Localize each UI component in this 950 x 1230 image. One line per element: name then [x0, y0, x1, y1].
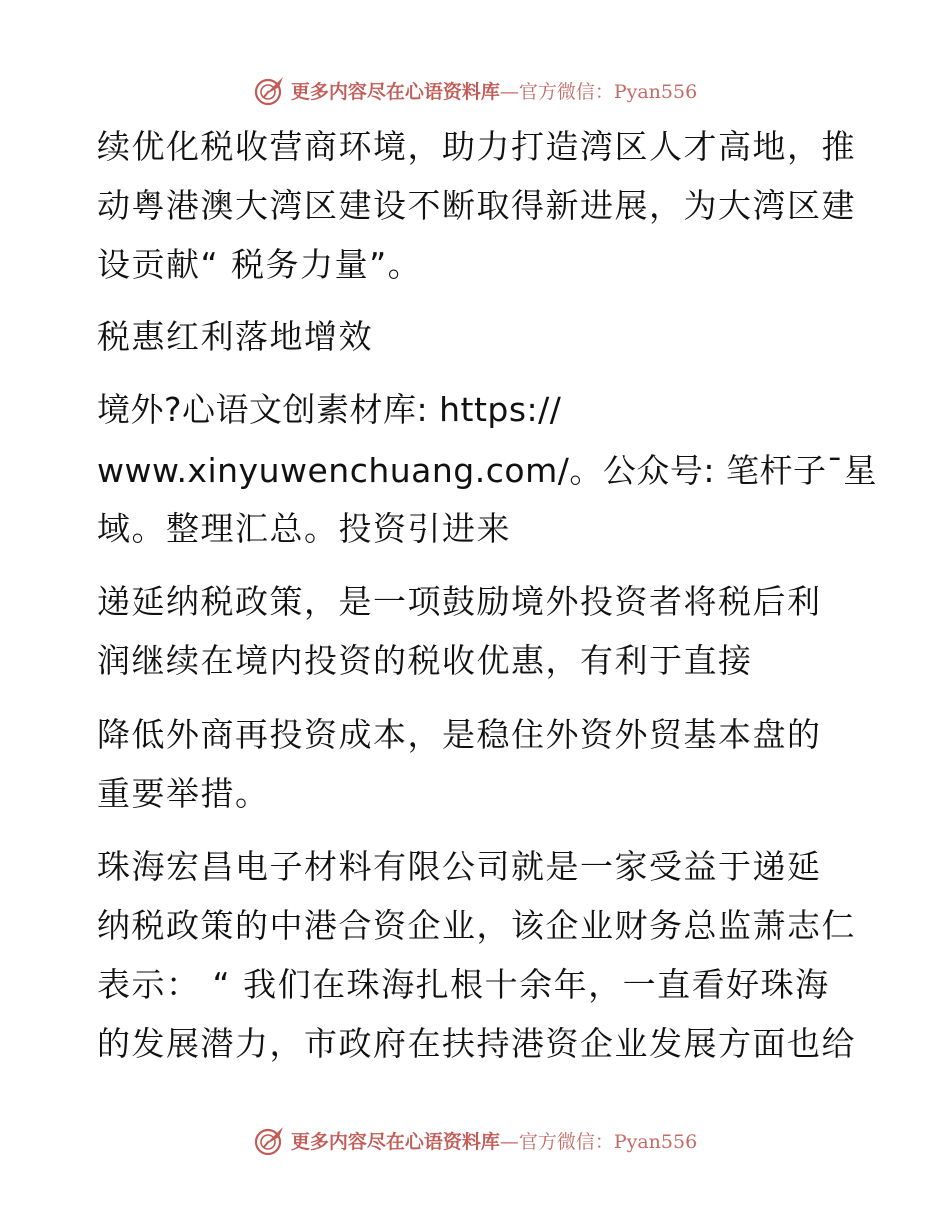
text-line: 动粤港澳大湾区建设不断取得新进展，为大湾区建 — [97, 186, 856, 225]
section-heading: 税惠红利落地增效 — [97, 317, 373, 356]
banner-brand: 更多内容尽在心语资料库 — [290, 1130, 500, 1153]
header-banner — [0, 70, 950, 110]
header-banner-text — [291, 77, 697, 104]
text-line: 设贡献“ 税务力量”。 — [97, 245, 423, 284]
text-line: 域。整理汇总。投资引进来 — [97, 509, 511, 548]
text-line: 润继续在境内投资的税收优惠，有利于直接 — [97, 641, 753, 680]
text-line: 境外?心语文创素材库: https:// — [97, 390, 562, 429]
text-line: 降低外商再投资成本，是稳住外资外贸基本盘的 — [97, 715, 822, 754]
text-line: 纳税政策的中港合资企业，该企业财务总监萧志仁 — [97, 906, 856, 945]
banner-contact: —官方微信：Pyan556 — [499, 1130, 698, 1153]
text-line: www.xinyuwenchuang.com/。公众号: 笔杆子¯星 — [97, 451, 877, 490]
text-line: 表示： “ 我们在珠海扎根十余年，一直看好珠海 — [97, 965, 830, 1004]
banner-brand: 更多内容尽在心语资料库 — [290, 80, 500, 103]
text-line: 重要举措。 — [97, 774, 270, 813]
quill-logo-icon — [253, 1123, 287, 1157]
footer-banner-text — [291, 1127, 697, 1154]
text-line: 递延纳税政策，是一项鼓励境外投资者将税后利 — [97, 582, 822, 621]
quill-logo-icon — [253, 73, 287, 107]
text-line: 续优化税收营商环境，助力打造湾区人才高地，推 — [97, 127, 856, 166]
banner-contact: —官方微信：Pyan556 — [499, 80, 698, 103]
text-line: 珠海宏昌电子材料有限公司就是一家受益于递延 — [97, 847, 822, 886]
text-line: 的发展潜力，市政府在扶持港资企业发展方面也给 — [97, 1024, 856, 1063]
footer-banner — [0, 1120, 950, 1160]
